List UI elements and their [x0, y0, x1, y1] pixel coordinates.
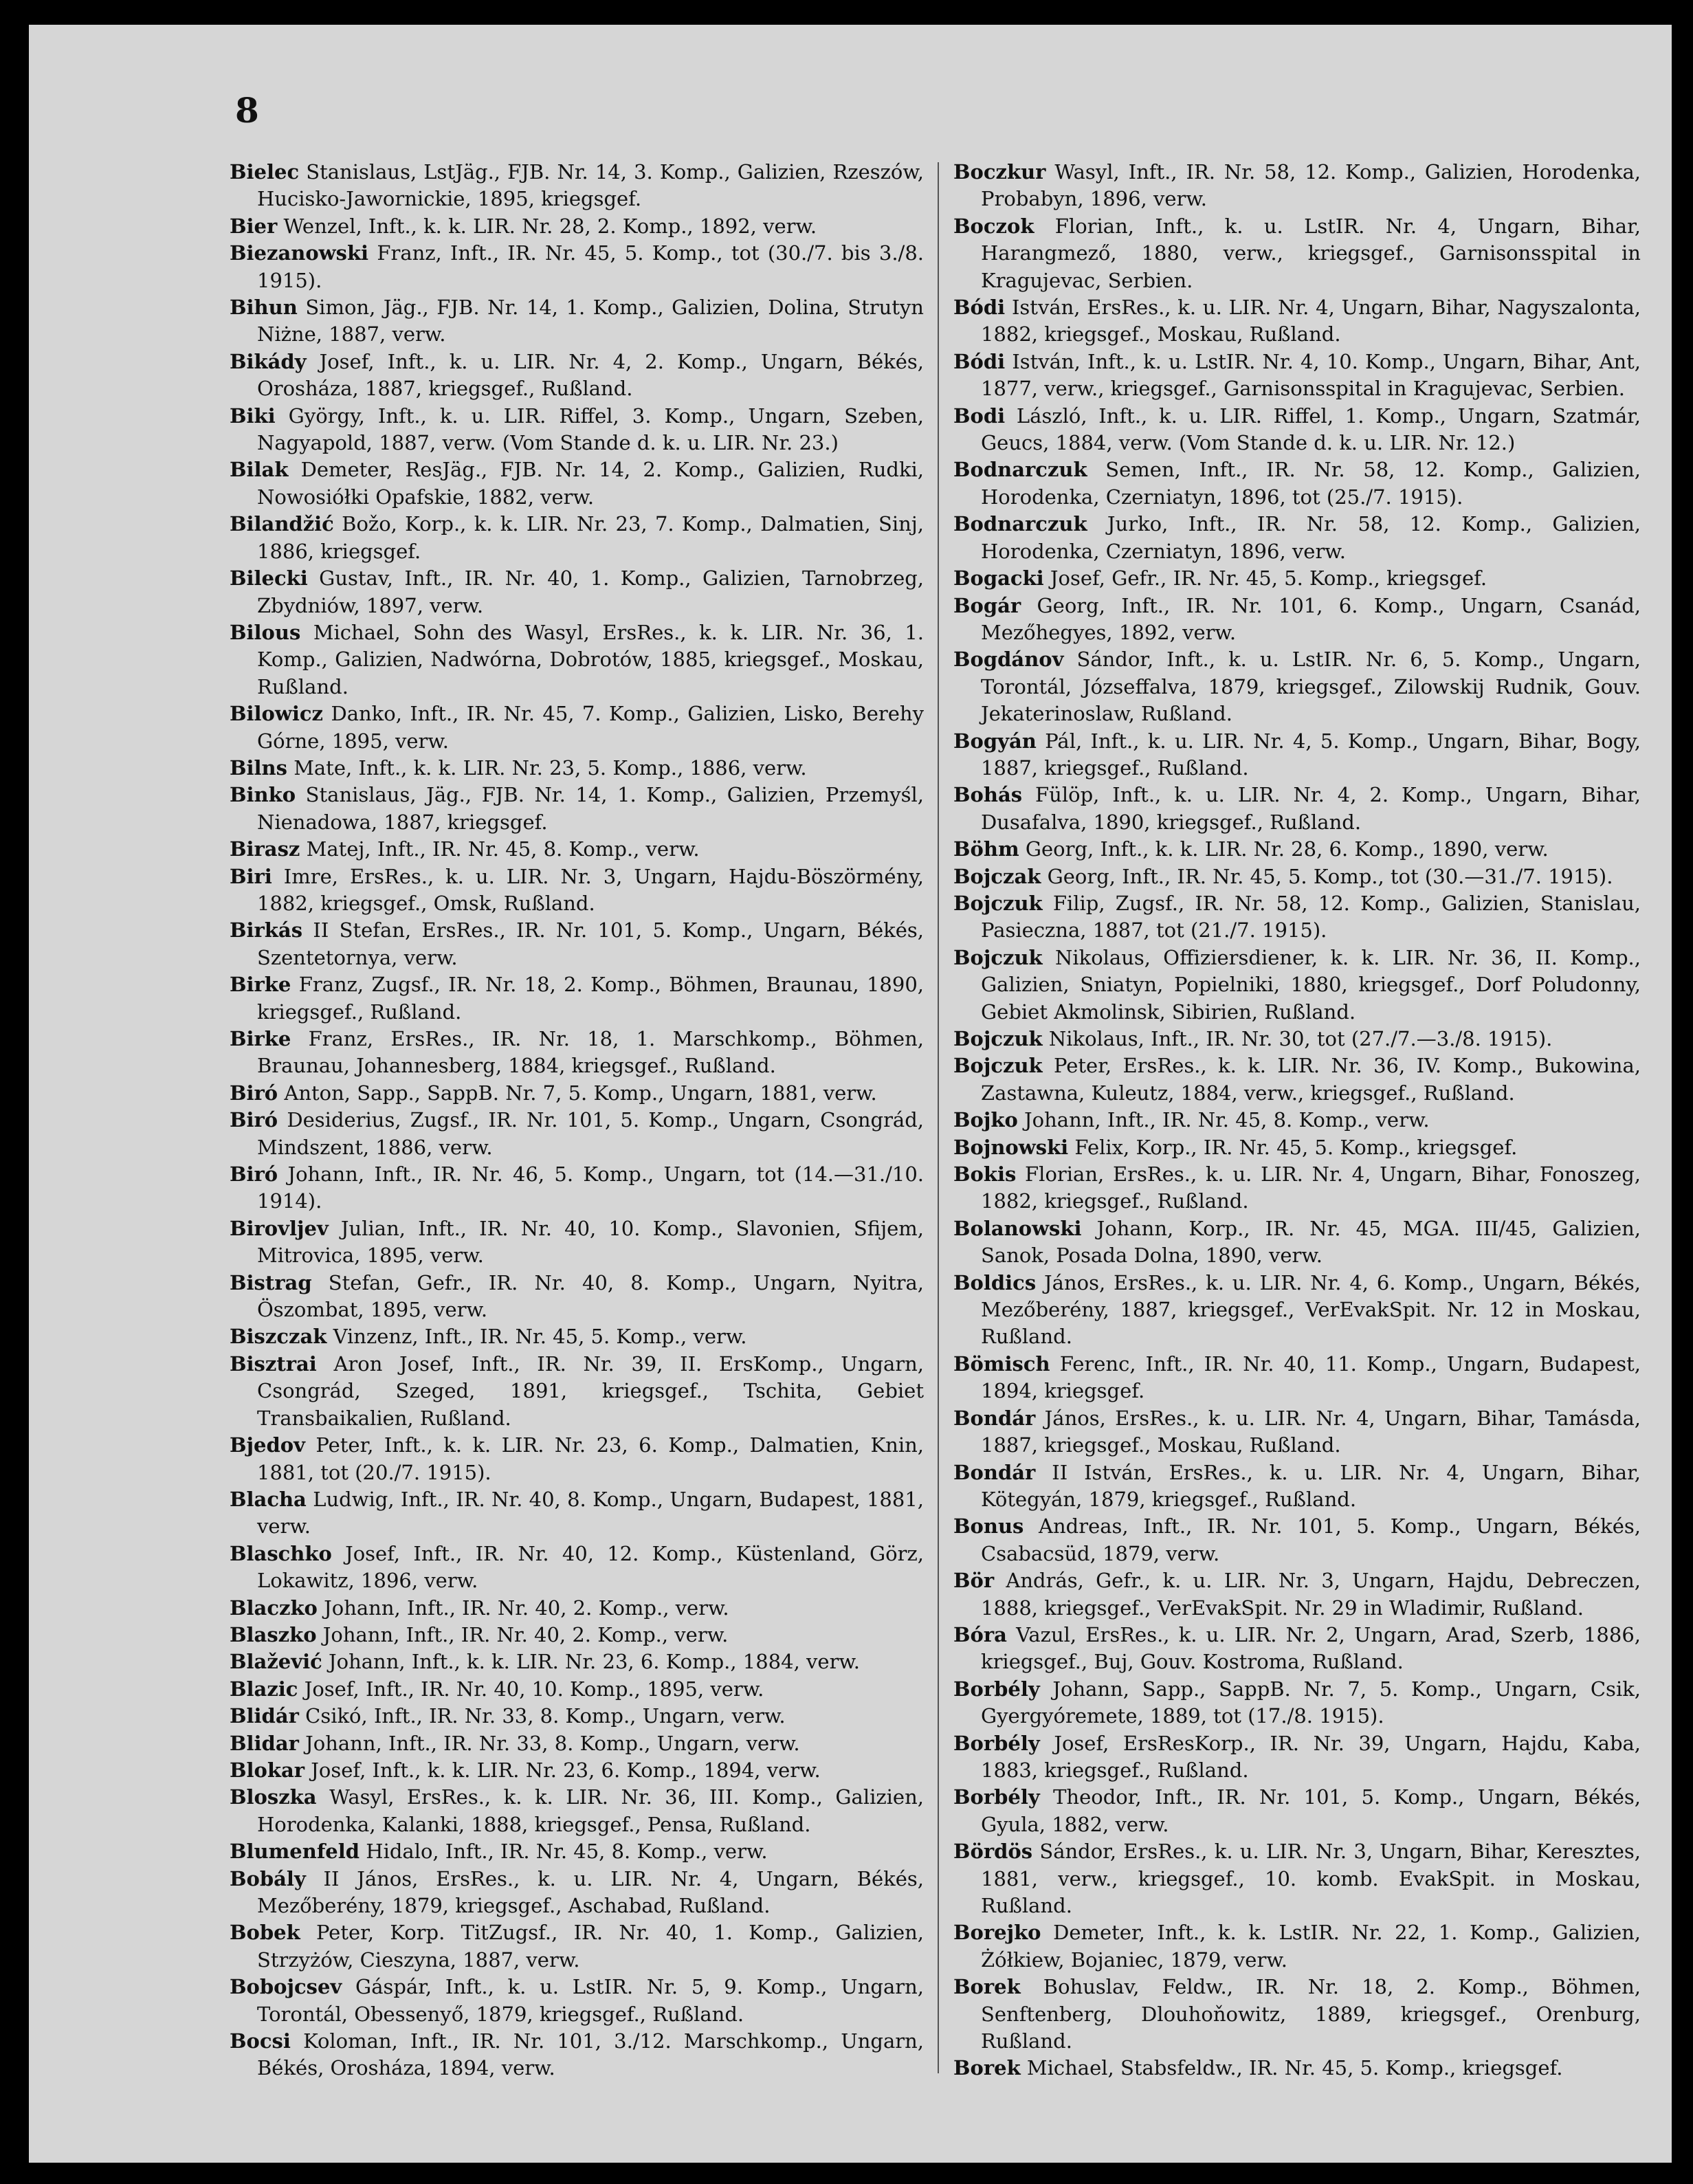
entry-surname: Biró: [230, 1081, 278, 1105]
roster-entry: [230, 1974, 924, 2028]
entry-details: Anton, Sapp., SappB. Nr. 7, 5. Komp., Ungarn, 1881, verw.: [284, 1081, 877, 1105]
entry-surname: Blacha: [230, 1487, 307, 1511]
entry-surname: Bóra: [953, 1622, 1007, 1646]
entry-details: Nikolaus, Offiziersdiener, k. k. LIR. Nr. 36, II. Komp., Galizien, Sniatyn, Popielniki, 1880, kriegsgef., Dorf Poludonny, Gebiet Akmolinsk, Sibirien, Rußland.: [981, 945, 1641, 1024]
roster-entry: [230, 2028, 924, 2082]
roster-entry: [953, 782, 1641, 836]
entry-details: András, Gefr., k. u. LIR. Nr. 3, Ungarn, Hajdu, Debreczen, 1888, kriegsgef., VerEvakSpit. Nr. 29 in Wladimir, Rußland.: [981, 1569, 1641, 1620]
entry-surname: Blaschko: [230, 1541, 332, 1565]
entry-surname: Böhm: [953, 837, 1019, 861]
entry-surname: Blumenfeld: [230, 1840, 360, 1864]
entry-details: Csikó, Inft., IR. Nr. 33, 8. Komp., Ungarn, verw.: [305, 1704, 786, 1728]
roster-entry: [953, 1974, 1641, 2055]
roster-entry: [230, 1026, 924, 1080]
entry-surname: Biszczak: [230, 1325, 327, 1349]
entry-details: János, ErsRes., k. u. LIR. Nr. 4, 6. Komp., Ungarn, Békés, Mezőberény, 1887, kriegsgef., VerEvakSpit. Nr. 12 in Moskau, Rußland.: [981, 1270, 1641, 1349]
entry-surname: Borbély: [953, 1785, 1040, 1809]
entry-surname: Bojczuk: [953, 1027, 1043, 1050]
roster-entry: [230, 240, 924, 294]
entry-details: Aron Josef, Inft., IR. Nr. 39, II. ErsKomp., Ungarn, Csongrád, Szeged, 1891, kriegsgef., Tschita, Gebiet Transbaikalien, Rußland.: [257, 1352, 924, 1430]
entry-details: Demeter, Inft., k. k. LstIR. Nr. 22, 1. Komp., Galizien, Żółkiew, Bojaniec, 1879, verw.: [981, 1921, 1641, 1972]
entry-details: Matej, Inft., IR. Nr. 45, 8. Komp., verw.: [306, 837, 700, 861]
roster-entry: [953, 1107, 1641, 1134]
entry-surname: Bódi: [953, 296, 1006, 320]
roster-entry: [230, 1351, 924, 1432]
roster-entry: [230, 755, 924, 782]
roster-entry: [230, 782, 924, 836]
entry-details: Josef, ErsResKorp., IR. Nr. 39, Ungarn, Hajdu, Kaba, 1883, kriegsgef., Rußland.: [981, 1731, 1641, 1782]
entry-surname: Boczok: [953, 214, 1034, 238]
entry-surname: Bilecki: [230, 566, 308, 591]
roster-entry: [230, 1541, 924, 1595]
roster-entry: [230, 619, 924, 701]
entry-details: Theodor, Inft., IR. Nr. 101, 5. Komp., Ungarn, Békés, Gyula, 1882, verw.: [981, 1785, 1641, 1836]
entry-details: Josef, Inft., k. u. LIR. Nr. 4, 2. Komp., Ungarn, Békés, Orosháza, 1887, kriegsgef., Rußland.: [257, 349, 924, 401]
entry-surname: Biró: [230, 1108, 278, 1132]
entry-details: Johann, Inft., IR. Nr. 40, 2. Komp., verw.: [324, 1596, 729, 1620]
entry-surname: Bojczuk: [953, 945, 1043, 969]
entry-details: Gustav, Inft., IR. Nr. 40, 1. Komp., Galizien, Tarnobrzeg, Zbydniów, 1897, verw.: [257, 566, 925, 617]
roster-entry: [230, 1648, 924, 1675]
entry-surname: Bielec: [230, 160, 300, 184]
entry-surname: Biri: [230, 864, 272, 888]
roster-entry: [953, 593, 1641, 647]
roster-entry: [953, 1513, 1641, 1567]
entry-surname: Borek: [953, 2056, 1021, 2080]
entry-details: Wenzel, Inft., k. k. LIR. Nr. 28, 2. Komp., 1892, verw.: [283, 214, 817, 238]
entry-details: Johann, Inft., IR. Nr. 40, 2. Komp., verw.: [322, 1622, 729, 1646]
entry-surname: Blidar: [230, 1731, 299, 1755]
entry-surname: Borbély: [953, 1731, 1040, 1755]
roster-entry: [230, 1757, 924, 1784]
roster-entry: [953, 945, 1641, 1026]
entry-surname: Birasz: [230, 837, 300, 861]
entry-surname: Blaczko: [230, 1596, 318, 1620]
roster-entry: [230, 1107, 924, 1161]
entry-details: Koloman, Inft., IR. Nr. 101, 3./12. Marschkomp., Ungarn, Békés, Orosháza, 1894, verw.: [257, 2029, 924, 2080]
entry-surname: Bondár: [953, 1406, 1036, 1430]
entry-surname: Blokar: [230, 1758, 305, 1782]
roster-entry: [953, 728, 1641, 782]
entry-details: Michael, Sohn des Wasyl, ErsRes., k. k. LIR. Nr. 36, 1. Komp., Galizien, Nadwórna, Dobrotów, 1885, kriegsgef., Moskau, Rußland.: [257, 620, 925, 698]
roster-entry: [230, 1866, 924, 1920]
entry-surname: Birkás: [230, 918, 303, 942]
roster-entry: [230, 1215, 924, 1270]
entry-details: Peter, Inft., k. k. LIR. Nr. 23, 6. Komp., Dalmatien, Knin, 1881, tot (20./7. 1915).: [257, 1433, 925, 1484]
roster-entry: [953, 1215, 1641, 1270]
roster-entry: [230, 971, 924, 1026]
entry-details: Fülöp, Inft., k. u. LIR. Nr. 4, 2. Komp., Ungarn, Bihar, Dusafalva, 1890, kriegsgef., Rußland.: [981, 783, 1641, 834]
entry-surname: Birke: [230, 973, 291, 997]
entry-details: Jurko, Inft., IR. Nr. 58, 12. Komp., Galizien, Horodenka, Czerniatyn, 1896, verw.: [981, 512, 1641, 563]
roster-entry: [953, 1026, 1641, 1052]
entry-surname: Bör: [953, 1569, 995, 1593]
entry-details: Johann, Inft., IR. Nr. 46, 5. Komp., Ungarn, tot (14.—31./10. 1914).: [257, 1162, 924, 1213]
entry-surname: Bjedov: [230, 1433, 305, 1457]
roster-entry: [953, 349, 1641, 403]
entry-surname: Biró: [230, 1162, 278, 1187]
entry-surname: Bódi: [953, 349, 1006, 373]
entry-surname: Bokis: [953, 1162, 1017, 1187]
entry-surname: Blaszko: [230, 1622, 317, 1646]
entry-surname: Borbély: [953, 1677, 1040, 1701]
entry-details: Michael, Stabsfeldw., IR. Nr. 45, 5. Komp., kriegsgef.: [1026, 2056, 1563, 2080]
entry-surname: Bördös: [953, 1840, 1033, 1864]
roster-entry: [953, 456, 1641, 511]
roster-entry: [953, 1622, 1641, 1676]
entry-details: Franz, ErsRes., IR. Nr. 18, 1. Marschkomp., Böhmen, Braunau, Johannesberg, 1884, kriegsgef., Rußland.: [257, 1027, 924, 1078]
roster-entry: [953, 1134, 1641, 1161]
roster-entry: [230, 1622, 924, 1648]
entry-details: Franz, Inft., IR. Nr. 45, 5. Komp., tot (30./7. bis 3./8. 1915).: [257, 241, 924, 292]
entry-details: Ludwig, Inft., IR. Nr. 40, 8. Komp., Ungarn, Budapest, 1881, verw.: [257, 1487, 925, 1538]
entry-surname: Boldics: [953, 1270, 1037, 1294]
left-column: [230, 159, 924, 2082]
roster-entry: [230, 1703, 924, 1730]
entry-surname: Bojczuk: [953, 1054, 1043, 1078]
entry-details: Peter, Korp. TitZugsf., IR. Nr. 40, 1. Komp., Galizien, Strzyżów, Cieszyna, 1887, verw.: [257, 1921, 924, 1972]
roster-entry: [953, 646, 1641, 727]
entry-surname: Borek: [953, 1975, 1021, 1999]
entry-details: Josef, Gefr., IR. Nr. 45, 5. Komp., kriegsgef.: [1050, 566, 1487, 591]
entry-details: Bohuslav, Feldw., IR. Nr. 18, 2. Komp., Böhmen, Senftenberg, Dlouhoňowitz, 1889, kriegsgef., Orenburg, Rußland.: [981, 1975, 1641, 2053]
entry-details: László, Inft., k. u. LIR. Riffel, 1. Komp., Ungarn, Szatmár, Geucs, 1884, verw. (Vom Stande d. k. u. LIR. Nr. 12.): [981, 404, 1641, 455]
roster-entry: [230, 1595, 924, 1622]
entry-details: Stanislaus, LstJäg., FJB. Nr. 14, 3. Komp., Galizien, Rzeszów, Hucisko-Jawornickie, 1895, kriegsgef.: [257, 160, 924, 211]
entry-details: János, ErsRes., k. u. LIR. Nr. 4, Ungarn, Bihar, Tamásda, 1887, kriegsgef., Moskau, Rußland.: [981, 1406, 1641, 1457]
entry-surname: Bodnarczuk: [953, 512, 1087, 536]
roster-entry: [953, 1567, 1641, 1622]
entry-details: Semen, Inft., IR. Nr. 58, 12. Komp., Galizien, Horodenka, Czerniatyn, 1896, tot (25./7. 1915).: [981, 458, 1641, 509]
roster-entry: [230, 294, 924, 349]
entry-details: Josef, Inft., k. k. LIR. Nr. 23, 6. Komp., 1894, verw.: [311, 1758, 821, 1782]
entry-details: Julian, Inft., IR. Nr. 40, 10. Komp., Slavonien, Sfijem, Mitrovica, 1895, verw.: [257, 1216, 925, 1268]
roster-entry: [230, 565, 924, 619]
entry-details: Wasyl, ErsRes., k. k. LIR. Nr. 36, III. Komp., Galizien, Horodenka, Kalanki, 1888, kriegsgef., Pensa, Rußland.: [257, 1785, 924, 1836]
entry-surname: Bloszka: [230, 1785, 317, 1809]
entry-details: Georg, Inft., IR. Nr. 101, 6. Komp., Ungarn, Csanád, Mezőhegyes, 1892, verw.: [981, 593, 1641, 644]
entry-surname: Bisztrai: [230, 1352, 317, 1376]
roster-entry: [953, 1405, 1641, 1459]
roster-entry: [230, 1919, 924, 1974]
entry-surname: Bogár: [953, 593, 1021, 617]
entry-details: Hidalo, Inft., IR. Nr. 45, 8. Komp., verw.: [366, 1840, 768, 1864]
roster-entry: [953, 863, 1641, 890]
entry-surname: Bolanowski: [953, 1216, 1082, 1240]
roster-entry: [953, 565, 1641, 592]
roster-entry: [230, 456, 924, 511]
roster-entry: [953, 1161, 1641, 1215]
entry-surname: Bier: [230, 214, 278, 238]
entry-surname: Birovljev: [230, 1216, 329, 1240]
roster-entry: [953, 890, 1641, 945]
entry-surname: Bodi: [953, 404, 1006, 428]
entry-surname: Bilandžić: [230, 512, 334, 536]
roster-entry: [230, 1730, 924, 1757]
roster-entry: [953, 1052, 1641, 1107]
entry-details: Peter, ErsRes., k. k. LIR. Nr. 36, IV. Komp., Bukowina, Zastawna, Kuleutz, 1884, verw., kriegsgef., Rußland.: [981, 1054, 1641, 1105]
roster-entry: [953, 213, 1641, 294]
entry-details: Georg, Inft., IR. Nr. 45, 5. Komp., tot (30.—31./7. 1915).: [1047, 864, 1613, 888]
entry-details: Pál, Inft., k. u. LIR. Nr. 4, 5. Komp., Ungarn, Bihar, Bogy, 1887, kriegsgef., Rußland.: [981, 729, 1641, 780]
roster-entry: [230, 1270, 924, 1324]
entry-surname: Borejko: [953, 1921, 1041, 1945]
entry-details: Nikolaus, Inft., IR. Nr. 30, tot (27./7.—3./8. 1915).: [1048, 1027, 1553, 1050]
entry-details: Vinzenz, Inft., IR. Nr. 45, 5. Komp., verw.: [333, 1325, 747, 1349]
entry-details: Stefan, Gefr., IR. Nr. 40, 8. Komp., Ungarn, Nyitra, Öszombat, 1895, verw.: [257, 1270, 924, 1322]
entry-details: Josef, Inft., IR. Nr. 40, 12. Komp., Küstenland, Görz, Lokawitz, 1896, verw.: [257, 1541, 925, 1593]
entry-details: Florian, ErsRes., k. u. LIR. Nr. 4, Ungarn, Bihar, Fonoszeg, 1882, kriegsgef., Rußland.: [981, 1162, 1641, 1213]
entry-surname: Biezanowski: [230, 241, 369, 265]
roster-entry: [953, 836, 1641, 863]
roster-entry: [953, 1351, 1641, 1405]
roster-entry: [953, 1919, 1641, 1974]
entry-details: István, ErsRes., k. u. LIR. Nr. 4, Ungarn, Bihar, Nagyszalonta, 1882, kriegsgef., Moskau, Rußland.: [981, 296, 1641, 346]
entry-surname: Bogacki: [953, 566, 1044, 591]
entry-surname: Bodnarczuk: [953, 458, 1087, 482]
entry-details: II Stefan, ErsRes., IR. Nr. 101, 5. Komp., Ungarn, Békés, Szentetornya, verw.: [257, 918, 925, 969]
entry-details: Franz, Zugsf., IR. Nr. 18, 2. Komp., Böhmen, Braunau, 1890, kriegsgef., Rußland.: [257, 973, 925, 1024]
column-divider: [938, 162, 939, 2073]
roster-entry: [953, 2055, 1641, 2082]
roster-entry: [230, 349, 924, 403]
entry-surname: Biki: [230, 404, 276, 428]
roster-entry: [953, 403, 1641, 457]
entry-details: Felix, Korp., IR. Nr. 45, 5. Komp., kriegsgef.: [1074, 1135, 1518, 1159]
entry-surname: Bilak: [230, 458, 289, 482]
entry-details: Filip, Zugsf., IR. Nr. 58, 12. Komp., Galizien, Stanislau, Pasieczna, 1887, tot (21./7. 1915).: [981, 891, 1641, 942]
entry-surname: Birke: [230, 1027, 291, 1050]
entry-details: Mate, Inft., k. k. LIR. Nr. 23, 5. Komp., 1886, verw.: [294, 755, 807, 780]
entry-surname: Bocsi: [230, 2029, 291, 2053]
entry-surname: Bondár: [953, 1460, 1036, 1484]
roster-entry: [230, 1676, 924, 1703]
entry-details: István, Inft., k. u. LstIR. Nr. 4, 10. Komp., Ungarn, Bihar, Ant, 1877, verw., kriegsgef., Garnisonsspital in Kragujevac, Serbien.: [981, 349, 1641, 401]
roster-entry: [953, 1838, 1641, 1919]
roster-entry: [230, 1161, 924, 1215]
roster-entry: [953, 1730, 1641, 1785]
entry-details: Demeter, ResJäg., FJB. Nr. 14, 2. Komp., Galizien, Rudki, Nowosiółki Opafskie, 1882, verw.: [257, 458, 925, 509]
roster-entry: [230, 511, 924, 565]
entry-surname: Bojczak: [953, 864, 1041, 888]
entry-details: Stanislaus, Jäg., FJB. Nr. 14, 1. Komp., Galizien, Przemyśl, Nienadowa, 1887, kriegsgef.: [257, 783, 924, 834]
entry-surname: Bihun: [230, 296, 298, 320]
entry-surname: Bojnowski: [953, 1135, 1069, 1159]
entry-surname: Bohás: [953, 783, 1023, 807]
entry-details: Florian, Inft., k. u. LstIR. Nr. 4, Ungarn, Bihar, Harangmező, 1880, verw., kriegsgef., Garnisonsspital in Kragujevac, Serbien.: [981, 214, 1641, 292]
roster-entry: [230, 701, 924, 755]
entry-surname: Binko: [230, 783, 296, 807]
roster-entry: [230, 1784, 924, 1838]
right-column: [953, 159, 1641, 2082]
entry-details: Wasyl, Inft., IR. Nr. 58, 12. Komp., Galizien, Horodenka, Probabyn, 1896, verw.: [981, 160, 1641, 211]
roster-entry: [230, 213, 924, 240]
roster-entry: [953, 294, 1641, 349]
roster-entry: [230, 1080, 924, 1107]
roster-entry: [953, 1270, 1641, 1351]
roster-entry: [953, 159, 1641, 213]
entry-surname: Bilowicz: [230, 702, 323, 726]
roster-entry: [953, 1784, 1641, 1838]
entry-details: Andreas, Inft., IR. Nr. 101, 5. Komp., Ungarn, Békés, Csabacsüd, 1879, verw.: [981, 1514, 1641, 1565]
entry-details: Gáspár, Inft., k. u. LstIR. Nr. 5, 9. Komp., Ungarn, Torontál, Obessenyő, 1879, kriegsgef., Rußland.: [257, 1975, 925, 2026]
entry-surname: Blazic: [230, 1677, 298, 1701]
entry-surname: Bobojcsev: [230, 1975, 342, 1999]
entry-details: Georg, Inft., k. k. LIR. Nr. 28, 6. Komp., 1890, verw.: [1025, 837, 1549, 861]
entry-surname: Blažević: [230, 1650, 322, 1674]
entry-details: Simon, Jäg., FJB. Nr. 14, 1. Komp., Galizien, Dolina, Strutyn Niżne, 1887, verw.: [257, 296, 924, 346]
entry-surname: Bistrag: [230, 1270, 312, 1294]
entry-surname: Bogyán: [953, 729, 1037, 753]
roster-entry: [230, 1838, 924, 1865]
roster-entry: [230, 403, 924, 457]
roster-entry: [230, 836, 924, 863]
entry-surname: Bobek: [230, 1921, 300, 1945]
roster-entry: [953, 1459, 1641, 1514]
entry-details: Imre, ErsRes., k. u. LIR. Nr. 3, Ungarn, Hajdu-Böszörmény, 1882, kriegsgef., Omsk, Rußland.: [257, 864, 925, 915]
entry-details: II István, ErsRes., k. u. LIR. Nr. 4, Ungarn, Bihar, Kötegyán, 1879, kriegsgef., Rußland.: [981, 1460, 1641, 1511]
roster-entry: [230, 1486, 924, 1541]
entry-details: György, Inft., k. u. LIR. Riffel, 3. Komp., Ungarn, Szeben, Nagyapold, 1887, verw. (Vom Stande d. k. u. LIR. Nr. 23.): [257, 404, 925, 455]
entry-details: Johann, Korp., IR. Nr. 45, MGA. III/45, Galizien, Sanok, Posada Dolna, 1890, verw.: [981, 1216, 1641, 1268]
roster-entry: [230, 917, 924, 971]
entry-surname: Bikády: [230, 349, 307, 373]
entry-details: Johann, Inft., IR. Nr. 45, 8. Komp., verw.: [1024, 1108, 1430, 1132]
entry-details: Sándor, Inft., k. u. LstIR. Nr. 6, 5. Komp., Ungarn, Torontál, Józseffalva, 1879, kriegsgef., Zilowskij Rudnik, Gouv. Jekaterinoslaw, Rußland.: [981, 648, 1641, 726]
entry-details: Ferenc, Inft., IR. Nr. 40, 11. Komp., Ungarn, Budapest, 1894, kriegsgef.: [981, 1352, 1641, 1403]
entry-surname: Bilous: [230, 620, 301, 644]
entry-details: Josef, Inft., IR. Nr. 40, 10. Komp., 1895, verw.: [304, 1677, 764, 1701]
page-sheet: [29, 25, 1672, 2163]
roster-entry: [230, 159, 924, 213]
entry-details: Johann, Sapp., SappB. Nr. 7, 5. Komp., Ungarn, Csik, Gyergyóremete, 1889, tot (17./8. 1915).: [981, 1677, 1641, 1728]
entry-surname: Bilns: [230, 755, 287, 780]
entry-details: Sándor, ErsRes., k. u. LIR. Nr. 3, Ungarn, Bihar, Keresztes, 1881, verw., kriegsgef., 10. komb. EvakSpit. in Moskau, Rußland.: [981, 1840, 1641, 1917]
entry-details: Johann, Inft., k. k. LIR. Nr. 23, 6. Komp., 1884, verw.: [328, 1650, 861, 1674]
entry-surname: Blidár: [230, 1704, 299, 1728]
entry-surname: Bobály: [230, 1866, 306, 1890]
roster-entry: [230, 863, 924, 918]
roster-entry: [953, 1676, 1641, 1730]
roster-entry: [230, 1432, 924, 1486]
roster-entry: [953, 511, 1641, 565]
entry-details: Desiderius, Zugsf., IR. Nr. 101, 5. Komp., Ungarn, Csongrád, Mindszent, 1886, verw.: [257, 1108, 925, 1159]
page-number: 8: [235, 90, 259, 131]
entry-surname: Bömisch: [953, 1352, 1050, 1376]
entry-details: Johann, Inft., IR. Nr. 33, 8. Komp., Ungarn, verw.: [305, 1731, 800, 1755]
entry-surname: Boczkur: [953, 160, 1046, 184]
entry-surname: Bojczuk: [953, 891, 1043, 915]
entry-surname: Bonus: [953, 1514, 1024, 1538]
entry-details: Danko, Inft., IR. Nr. 45, 7. Komp., Galizien, Lisko, Berehy Górne, 1895, verw.: [257, 702, 924, 753]
entry-details: Božo, Korp., k. k. LIR. Nr. 23, 7. Komp., Dalmatien, Sinj, 1886, kriegsgef.: [257, 512, 924, 563]
entry-details: II János, ErsRes., k. u. LIR. Nr. 4, Ungarn, Békés, Mezőberény, 1879, kriegsgef., Aschabad, Rußland.: [257, 1866, 924, 1917]
roster-entry: [230, 1323, 924, 1350]
entry-surname: Bojko: [953, 1108, 1018, 1132]
entry-surname: Bogdánov: [953, 648, 1064, 672]
entry-details: Vazul, ErsRes., k. u. LIR. Nr. 2, Ungarn, Arad, Szerb, 1886, kriegsgef., Buj, Gouv. Kostroma, Rußland.: [981, 1622, 1641, 1674]
